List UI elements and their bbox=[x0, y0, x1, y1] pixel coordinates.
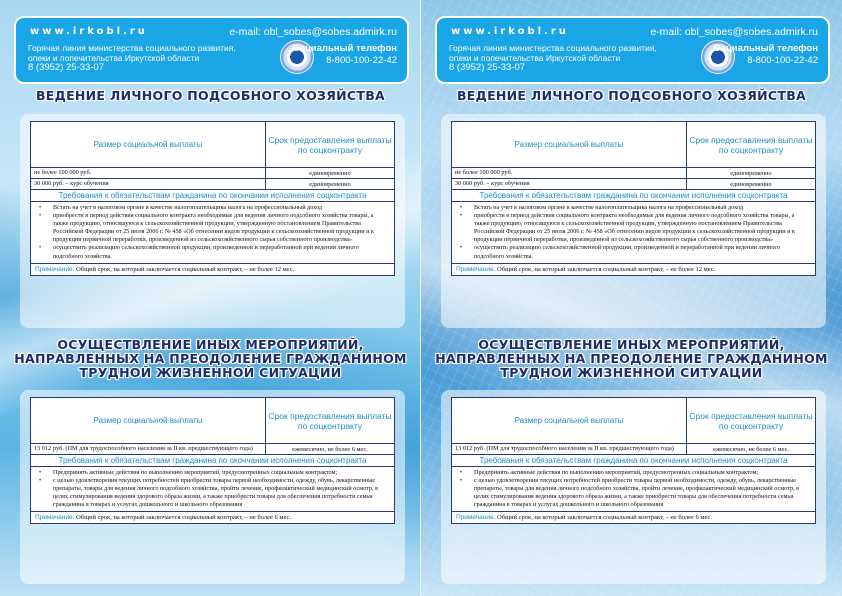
amount-cell: 13 012 руб. (ПМ для трудоспособного населения за II кв. предшествующего года) bbox=[31, 444, 266, 455]
subsidiary-farming-table bbox=[451, 121, 816, 276]
note-label: Примечание. bbox=[456, 514, 496, 522]
requirements-title: Требования к обязательствам гражданина по окончании исполнения соцконтракта bbox=[31, 190, 395, 202]
note-row bbox=[452, 263, 816, 275]
social-phone-label: Социальный телефон bbox=[292, 43, 397, 54]
amount-cell: не более 100 000 руб. bbox=[452, 168, 687, 179]
subsidiary-farming-panel bbox=[20, 114, 405, 328]
hotline-line1: Горячая линия министерства социального развития, bbox=[28, 43, 236, 53]
term-cell: ежемесячно, не более 6 мес. bbox=[687, 444, 816, 455]
subsidiary-farming-panel bbox=[441, 114, 826, 328]
hotline-line2: опеки и попечительства Иркутской области bbox=[449, 53, 621, 63]
requirements-title: Требования к обязательствам гражданина по окончании исполнения соцконтракта bbox=[31, 455, 395, 467]
note-text: Общий срок, на который заключается социальный контракт, – не более 6 мес. bbox=[76, 514, 292, 522]
social-phone-number: 8-800-100-22-42 bbox=[326, 55, 397, 66]
requirement-item: • Встать на учет в налоговом органе в качестве налогоплательщика налога на профессиональный доход bbox=[456, 204, 811, 212]
other-measures-panel bbox=[441, 390, 826, 584]
title-line: ТРУДНОЙ ЖИЗНЕННОЙ СИТУАЦИИ bbox=[79, 365, 342, 380]
requirement-item: • осуществить реализацию сельскохозяйственной продукции, произведенной и переработанной при ведении личного подсобного хозяйства. bbox=[35, 244, 390, 260]
title-line: НАПРАВЛЕННЫХ НА ПРЕОДОЛЕНИЕ ГРАЖДАНИНОМ bbox=[435, 351, 828, 366]
requirements-list bbox=[31, 202, 395, 264]
term-cell: единовременно bbox=[266, 168, 395, 179]
table-header-row bbox=[452, 398, 816, 444]
social-phone-info bbox=[292, 43, 397, 67]
column-header-term: Срок предоставления выплаты по соцконтракту bbox=[687, 398, 816, 444]
social-phone-number: 8-800-100-22-42 bbox=[747, 55, 818, 66]
table-row bbox=[452, 179, 816, 190]
requirements-list bbox=[31, 467, 395, 512]
term-cell: единовременно bbox=[687, 179, 816, 190]
section-title-other-measures bbox=[0, 338, 421, 380]
email-link[interactable]: e-mail: obl_sobes@sobes.admirk.ru bbox=[229, 26, 397, 38]
amount-cell: не более 100 000 руб. bbox=[31, 168, 266, 179]
requirements-title: Требования к обязательствам гражданина по окончании исполнения соцконтракта bbox=[452, 455, 816, 467]
requirement-item: • с целью удовлетворения текущих потребностей приобрести товары первой необходимости, одежду, обувь, лекарственные препараты, товары для ведения личного подсобного хозяйства, пройти лечение, профилактический медицинский осмотр, в целях стимулирования ведения здорового образа жизни, а также приобрести товары для обеспечения потребности семьи гражданина в товарах и услугах дошкольного и школьного образования bbox=[456, 477, 811, 509]
title-line: ТРУДНОЙ ЖИЗНЕННОЙ СИТУАЦИИ bbox=[500, 365, 763, 380]
table-row bbox=[31, 444, 395, 455]
amount-cell: 13 012 руб. (ПМ для трудоспособного населения за II кв. предшествующего года) bbox=[452, 444, 687, 455]
requirement-item: • Предпринять активные действия по выполнению мероприятий, предусмотренных социальным контрактом; bbox=[456, 469, 811, 477]
requirements-list bbox=[452, 202, 816, 264]
hotline-info bbox=[28, 43, 278, 73]
note-text: Общий срок, на который заключается социальный контракт, – не более 12 мес. bbox=[76, 265, 295, 273]
contact-header bbox=[435, 16, 830, 84]
note-label: Примечание. bbox=[35, 265, 75, 273]
amount-cell: 30 000 руб. – курс обучения bbox=[452, 179, 687, 190]
table-header-row bbox=[31, 122, 395, 168]
table-row bbox=[31, 179, 395, 190]
column-header-term: Срок предоставления выплаты по соцконтракту bbox=[687, 122, 816, 168]
column-header-term: Срок предоставления выплаты по соцконтракту bbox=[266, 122, 395, 168]
other-measures-table bbox=[30, 397, 395, 524]
column-header-amount: Размер социальной выплаты bbox=[31, 398, 266, 444]
social-phone-label: Социальный телефон bbox=[713, 43, 818, 54]
social-phone-info bbox=[713, 43, 818, 67]
table-row bbox=[452, 168, 816, 179]
other-measures-panel bbox=[20, 390, 405, 584]
table-row bbox=[452, 444, 816, 455]
requirement-item: • приобрести в период действия социального контракта необходимые для ведения личного подсобного хозяйства товары, а также продукцию, относящуюся к сельскохозяйственной продукции, утвержденную постановлением Правительства Российской Федерации от 25 июля 2006 г. № 458 «Об отнесении видов продукции к сельскохозяйственной продукции и к продукции первичной переработки, произведенной из сельскохозяйственного сырья собственного производства» bbox=[456, 212, 811, 244]
hotline-phone: 8 (3952) 25-33-07 bbox=[449, 62, 526, 73]
section-title-other-measures bbox=[421, 338, 842, 380]
note-row bbox=[452, 512, 816, 524]
note-row bbox=[31, 512, 395, 524]
table-header-row bbox=[31, 398, 395, 444]
note-label: Примечание. bbox=[35, 514, 75, 522]
note-row bbox=[31, 263, 395, 275]
table-header-row bbox=[452, 122, 816, 168]
requirement-item: • Встать на учет в налоговом органе в качестве налогоплательщика налога на профессиональный доход bbox=[35, 204, 390, 212]
amount-cell: 30 000 руб. – курс обучения bbox=[31, 179, 266, 190]
section-title-subsidiary-farming: ВЕДЕНИЕ ЛИЧНОГО ПОДСОБНОГО ХОЗЯЙСТВА bbox=[456, 88, 807, 103]
requirements-title: Требования к обязательствам гражданина по окончании исполнения соцконтракта bbox=[452, 190, 816, 202]
hotline-line1: Горячая линия министерства социального развития, bbox=[449, 43, 657, 53]
subsidiary-farming-table bbox=[30, 121, 395, 276]
other-measures-table bbox=[451, 397, 816, 524]
note-text: Общий срок, на который заключается социальный контракт, – не более 6 мес. bbox=[497, 514, 713, 522]
note-label: Примечание. bbox=[456, 265, 496, 273]
hotline-line2: опеки и попечительства Иркутской области bbox=[28, 53, 200, 63]
hotline-info bbox=[449, 43, 699, 73]
website-link[interactable]: www.irkobl.ru bbox=[451, 26, 569, 37]
hotline-phone: 8 (3952) 25-33-07 bbox=[28, 62, 105, 73]
requirement-item: • приобрести в период действия социального контракта необходимые для ведения личного подсобного хозяйства товары, а также продукцию, относящуюся к сельскохозяйственной продукции, утвержденную постановлением Правительства Российской Федерации от 25 июля 2006 г. № 458 «Об отнесении видов продукции к сельскохозяйственной продукции и к продукции первичной переработки, произведенной из сельскохозяйственного сырья собственного производства» bbox=[35, 212, 390, 244]
title-line: НАПРАВЛЕННЫХ НА ПРЕОДОЛЕНИЕ ГРАЖДАНИНОМ bbox=[14, 351, 407, 366]
section-title-subsidiary-farming: ВЕДЕНИЕ ЛИЧНОГО ПОДСОБНОГО ХОЗЯЙСТВА bbox=[35, 88, 386, 103]
requirement-item: • Предпринять активные действия по выполнению мероприятий, предусмотренных социальным контрактом; bbox=[35, 469, 390, 477]
title-line: ОСУЩЕСТВЛЕНИЕ ИНЫХ МЕРОПРИЯТИЙ, bbox=[478, 337, 785, 352]
contact-header bbox=[14, 16, 409, 84]
column-header-amount: Размер социальной выплаты bbox=[452, 122, 687, 168]
table-row bbox=[31, 168, 395, 179]
column-header-term: Срок предоставления выплаты по соцконтракту bbox=[266, 398, 395, 444]
requirement-item: • с целью удовлетворения текущих потребностей приобрести товары первой необходимости, одежду, обувь, лекарственные препараты, товары для ведения личного подсобного хозяйства, пройти лечение, профилактический медицинский осмотр, в целях стимулирования ведения здорового образа жизни, а также приобрести товары для обеспечения потребности семьи гражданина в товарах и услугах дошкольного и школьного образования bbox=[35, 477, 390, 509]
email-link[interactable]: e-mail: obl_sobes@sobes.admirk.ru bbox=[650, 26, 818, 38]
requirement-item: • осуществить реализацию сельскохозяйственной продукции, произведенной и переработанной при ведении личного подсобного хозяйства. bbox=[456, 244, 811, 260]
column-header-amount: Размер социальной выплаты bbox=[452, 398, 687, 444]
term-cell: единовременно bbox=[266, 179, 395, 190]
column-header-amount: Размер социальной выплаты bbox=[31, 122, 266, 168]
term-cell: ежемесячно, не более 6 мес. bbox=[266, 444, 395, 455]
title-line: ОСУЩЕСТВЛЕНИЕ ИНЫХ МЕРОПРИЯТИЙ, bbox=[57, 337, 364, 352]
leaflet-page-right bbox=[421, 0, 842, 596]
website-link[interactable]: www.irkobl.ru bbox=[30, 26, 148, 37]
term-cell: единовременно bbox=[687, 168, 816, 179]
requirements-list bbox=[452, 467, 816, 512]
note-text: Общий срок, на который заключается социальный контракт, – не более 12 мес. bbox=[497, 265, 716, 273]
